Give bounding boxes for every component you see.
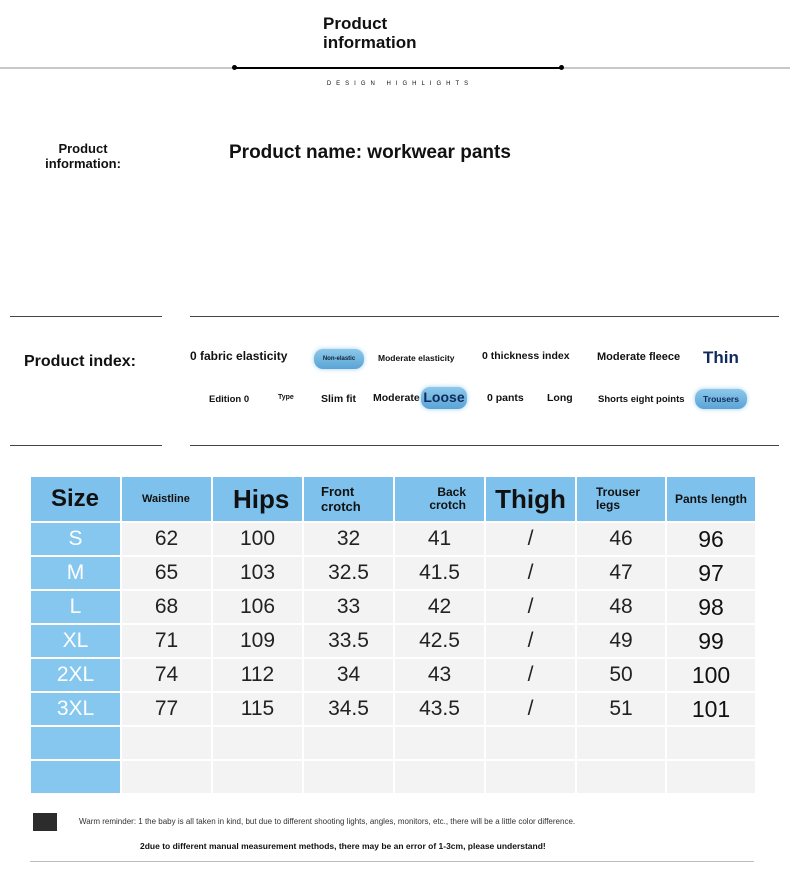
- table-cell: 49: [577, 625, 665, 657]
- table-cell: 51: [577, 693, 665, 725]
- table-cell: 34.5: [304, 693, 393, 725]
- pants-label: 0 pants: [487, 392, 524, 404]
- empty-table-cell: [486, 761, 575, 793]
- table-cell: 100: [213, 523, 302, 555]
- table-cell: 68: [122, 591, 211, 623]
- table-cell: 62: [122, 523, 211, 555]
- shorts-label: Shorts eight points: [598, 394, 685, 405]
- thin-value: Thin: [703, 348, 739, 367]
- empty-table-cell: [486, 727, 575, 759]
- table-header-text: Size: [51, 485, 100, 512]
- empty-table-cell: [395, 761, 484, 793]
- empty-table-cell: [395, 727, 484, 759]
- empty-table-cell: [213, 727, 302, 759]
- table-cell: 74: [122, 659, 211, 691]
- table-cell: 32: [304, 523, 393, 555]
- empty-table-cell: [31, 761, 120, 793]
- trousers-badge: Trousers: [695, 389, 747, 409]
- table-cell: /: [486, 693, 575, 725]
- slim-fit-label: Slim fit: [321, 393, 357, 405]
- table-header-text: Hips: [233, 483, 290, 514]
- table-cell: 43.5: [395, 693, 484, 725]
- size-cell: L: [31, 591, 120, 623]
- index-divider-top-left: [10, 316, 162, 317]
- reminder-note-1: Warm reminder: 1 the baby is all taken in kind, but due to different shooting lights, angles, monitors, etc., there will be a little color difference.: [79, 817, 576, 826]
- table-cell: /: [486, 557, 575, 589]
- size-cell: 2XL: [31, 659, 120, 691]
- index-divider-bottom-left: [10, 445, 162, 446]
- table-cell: 100: [667, 659, 755, 691]
- fabric-elasticity-label: 0 fabric elasticity: [190, 349, 288, 363]
- table-cell: 101: [667, 693, 755, 725]
- size-cell: XL: [31, 625, 120, 657]
- table-header-back-crotch: [395, 477, 484, 521]
- index-divider-top-right: [190, 316, 779, 317]
- table-cell: 96: [667, 523, 755, 555]
- edition-label: Edition 0: [209, 394, 250, 405]
- table-header-hips: [213, 477, 302, 521]
- table-cell: 43: [395, 659, 484, 691]
- empty-table-cell: [31, 727, 120, 759]
- page-title: Product information: [323, 14, 417, 52]
- empty-table-cell: [122, 761, 211, 793]
- table-header-text: Thigh: [495, 483, 566, 514]
- table-cell: /: [486, 625, 575, 657]
- empty-table-cell: [667, 727, 755, 759]
- table-cell: 50: [577, 659, 665, 691]
- product-index-label: Product index:: [24, 353, 137, 370]
- table-header-text: Back crotch: [429, 485, 466, 512]
- table-cell: 41.5: [395, 557, 484, 589]
- table-cell: 109: [213, 625, 302, 657]
- empty-table-cell: [304, 761, 393, 793]
- empty-table-cell: [304, 727, 393, 759]
- table-header-trouser-legs: [577, 477, 665, 521]
- moderate-elasticity-label: Moderate elasticity: [378, 353, 455, 363]
- table-cell: 106: [213, 591, 302, 623]
- reminder-note-2: 2due to different manual measurement methods, there may be an error of 1-3cm, please understand!: [140, 841, 546, 851]
- table-cell: 42: [395, 591, 484, 623]
- table-cell: 48: [577, 591, 665, 623]
- table-header-text: Front crotch: [321, 484, 361, 514]
- empty-table-cell: [667, 761, 755, 793]
- table-cell: 77: [122, 693, 211, 725]
- table-cell: /: [486, 523, 575, 555]
- empty-table-cell: [577, 761, 665, 793]
- table-cell: 47: [577, 557, 665, 589]
- table-cell: /: [486, 659, 575, 691]
- table-cell: 42.5: [395, 625, 484, 657]
- table-cell: 103: [213, 557, 302, 589]
- empty-table-cell: [122, 727, 211, 759]
- thickness-index-label: 0 thickness index: [482, 350, 570, 362]
- table-cell: 115: [213, 693, 302, 725]
- table-cell: 99: [667, 625, 755, 657]
- table-cell: 32.5: [304, 557, 393, 589]
- table-cell: 112: [213, 659, 302, 691]
- table-cell: 71: [122, 625, 211, 657]
- long-label: Long: [547, 392, 573, 404]
- table-header-waistline: [122, 477, 211, 521]
- table-header-text: Pants length: [674, 492, 747, 506]
- loose-badge: Loose: [421, 387, 467, 409]
- table-header-text: Trouser legs: [596, 485, 641, 512]
- table-cell: 98: [667, 591, 755, 623]
- non-elastic-badge: Non-elastic: [314, 349, 364, 369]
- table-cell: 34: [304, 659, 393, 691]
- size-cell: 3XL: [31, 693, 120, 725]
- table-cell: 33.5: [304, 625, 393, 657]
- table-cell: 46: [577, 523, 665, 555]
- table-cell: 41: [395, 523, 484, 555]
- empty-table-cell: [577, 727, 665, 759]
- table-cell: /: [486, 591, 575, 623]
- table-header-size: [31, 477, 120, 521]
- table-header-pants-length: [667, 477, 755, 521]
- table-cell: 97: [667, 557, 755, 589]
- accent-dot-left: [232, 65, 237, 70]
- size-cell: S: [31, 523, 120, 555]
- moderate-fleece-label: Moderate fleece: [597, 351, 681, 363]
- table-header-front-crotch: [304, 477, 393, 521]
- footer-divider: [30, 861, 754, 862]
- type-label: Type: [278, 394, 294, 401]
- empty-table-cell: [213, 761, 302, 793]
- table-header-thigh: [486, 477, 575, 521]
- product-info-label: Product information:: [45, 141, 121, 171]
- table-cell: 65: [122, 557, 211, 589]
- reminder-marker: [33, 813, 57, 831]
- header-accent-line: [235, 67, 562, 69]
- size-cell: M: [31, 557, 120, 589]
- index-divider-bottom-right: [190, 445, 779, 446]
- moderate-fit-label: Moderate: [373, 392, 420, 404]
- table-header-text: Waistline: [142, 493, 190, 505]
- design-highlights-caption: DESIGN HIGHLIGHTS: [326, 81, 474, 87]
- table-cell: 33: [304, 591, 393, 623]
- product-name: Product name: workwear pants: [229, 142, 511, 163]
- accent-dot-right: [559, 65, 564, 70]
